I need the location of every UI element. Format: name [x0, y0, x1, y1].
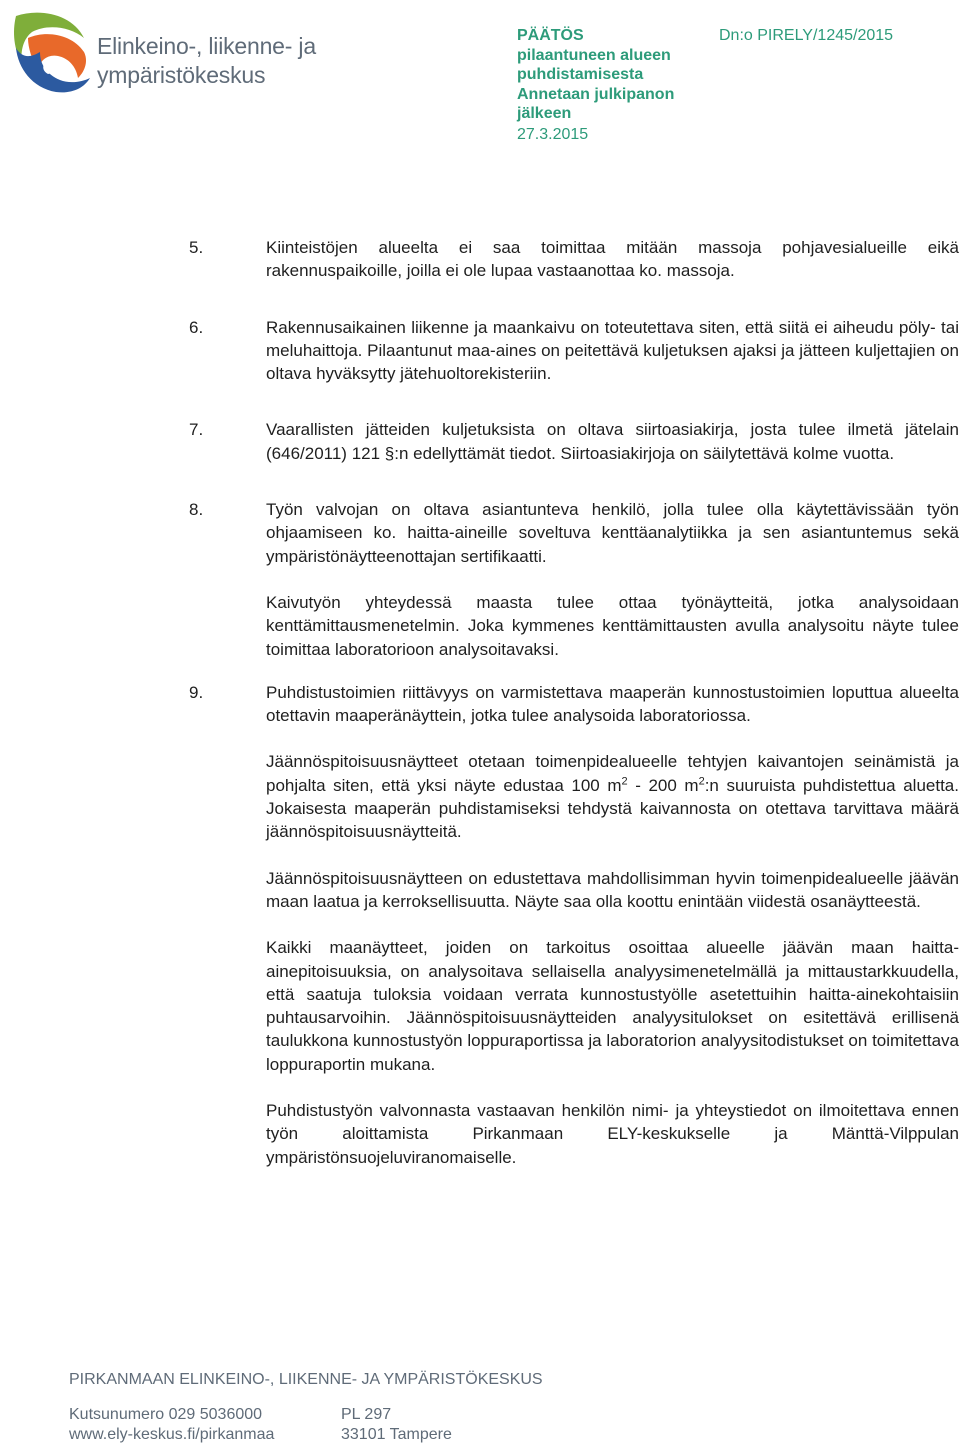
decision-conditions: [189, 236, 959, 1202]
org-name-line-1: Elinkeino-, liikenne- ja: [97, 33, 316, 59]
sampling-text-end: :n suuruista puhdistettua aluetta. Jokaisesta maaperän puhdistamiseksi tehdystä kaivannosta on otettava tarvittava määrä jäännöspitoisuusnäytteitä.: [266, 775, 959, 842]
footer-city: 33101 Tampere: [341, 1426, 452, 1443]
condition-paragraph: Jäännöspitoisuusnäytteen on edustettava mahdollisimman hyvin toimenpidealueelle jäävän maan laatua ja kerroksellisuutta. Näyte saa olla koottu enintään viidestä osanäytteestä.: [266, 868, 959, 911]
condition-body: [266, 681, 959, 1169]
condition-paragraph: Vaarallisten jätteiden kuljetuksista on oltava siirtoasiakirja, josta tulee ilmetä jätelain (646/2011) 121 §:n edellyttämät tiedot. Siirtoasiakirjoja on säilytettävä kolme vuotta.: [266, 420, 959, 463]
diary-number: Dn:o PIRELY/1245/2015: [719, 27, 894, 44]
sampling-text-start: Jäännöspitoisuusnäytteet otetaan toimenpidealueelle tehtyjen kaivantojen seinämistä ja pohjalta siten, että yksi näyte edustaa 100 m: [266, 752, 959, 795]
condition-number: 7.: [189, 420, 204, 440]
condition-body: [266, 316, 959, 386]
condition-paragraph: Rakennusaikainen liikenne ja maankaivu on toteutettava siten, että siitä ei aiheudu pöly- tai meluhaittoja. Pilaantunut maa-aines on peitettävä kuljetuksen ajaksi ja jätteen kuljettajien on oltava hyväksytty jätehuoltorekisteriin.: [266, 317, 959, 384]
condition-item: [189, 681, 959, 1169]
doc-date: 27.3.2015: [517, 125, 589, 143]
superscript-2: 2: [698, 775, 705, 788]
condition-paragraph: Työn valvojan on oltava asiantunteva henkilö, jolla tulee olla käytettävissään työn ohjaamiseen ko. haitta-aineille soveltuva kenttäanalytiikka ja sen asiantuntemus sekä ympäristönäytteenottajan sertifikaatti.: [266, 500, 959, 566]
doc-subject: pilaantuneen alueen puhdistamisesta: [517, 46, 671, 83]
footer-po-box: PL 297: [341, 1406, 392, 1423]
organization-name: [97, 32, 316, 90]
footer-phone: Kutsunumero 029 5036000: [69, 1406, 263, 1423]
condition-number: 6.: [189, 317, 204, 337]
document-type-block: [517, 26, 697, 144]
superscript-2: 2: [621, 775, 628, 788]
condition-number: 8.: [189, 500, 204, 520]
footer-row: [69, 1425, 543, 1445]
condition-body: [266, 498, 959, 661]
condition-paragraph: Kiinteistöjen alueelta ei saa toimittaa mitään massoja pohjavesialueille eikä rakennuspaikoille, joilla ei ole lupaa vastaanottaa ko. massoja.: [266, 238, 959, 281]
condition-paragraph: Puhdistustoimien riittävyys on varmistettava maaperän kunnostustoimien loputtua alueelta otettavin maaperänäyttein, jotka tulee analysoida laboratoriossa.: [266, 682, 959, 726]
condition-body: [266, 236, 959, 283]
org-name-line-2: ympäristökeskus: [97, 62, 266, 88]
condition-paragraph-sampling: [266, 750, 959, 843]
condition-item: [189, 418, 959, 465]
condition-paragraph: Puhdistustyön valvonnasta vastaavan henkilön nimi- ja yhteystiedot on ilmoitettava ennen työn aloittamista Pirkanmaan ELY-keskukselle ja Mänttä-Vilppulan ympäristönsuojeluviranomaiselle.: [266, 1101, 959, 1167]
condition-item: [189, 236, 959, 283]
footer-website-link[interactable]: www.ely-keskus.fi/pirkanmaa: [69, 1426, 275, 1443]
condition-paragraph: Kaivutyön yhteydessä maasta tulee ottaa työnäytteitä, jotka analysoidaan kenttämittausmenetelmin. Joka kymmenes kenttämittausten avulla analysoitu näyte tulee toimittaa laboratorioon analysoitavaksi.: [266, 592, 959, 659]
condition-paragraph: Kaikki maanäytteet, joiden on tarkoitus osoittaa alueelle jäävän maan haitta-ainepitoisuuksia, on analysoitava sellaisella analyysimenetelmällä ja mittaustarkkuudella, että saatuja tuloksia voidaan verrata kunnostustyölle asetettuihin haitta-ainekohtaisiin puhtausarvoihin. Jäännöspitoisuusnäytteiden analyysitulokset on esitettävä erillisenä taulukkona kunnostustyön loppuraportissa ja laboratorion analyysitodistukset on toimitettava loppuraportin mukana.: [266, 938, 959, 1074]
condition-item: [189, 498, 959, 661]
sampling-text-mid: - 200 m: [627, 775, 699, 795]
doc-type: PÄÄTÖS: [517, 27, 584, 44]
doc-publication-note: Annetaan julkipanon jälkeen: [517, 85, 675, 122]
condition-number: 9.: [189, 682, 204, 702]
ely-logo-icon: [10, 8, 100, 98]
condition-body: [266, 418, 959, 465]
footer-row: [69, 1405, 543, 1425]
condition-item: [189, 316, 959, 386]
footer-organization: PIRKANMAAN ELINKEINO-, LIIKENNE- JA YMPÄRISTÖKESKUS: [69, 1371, 543, 1388]
condition-number: 5.: [189, 238, 204, 257]
